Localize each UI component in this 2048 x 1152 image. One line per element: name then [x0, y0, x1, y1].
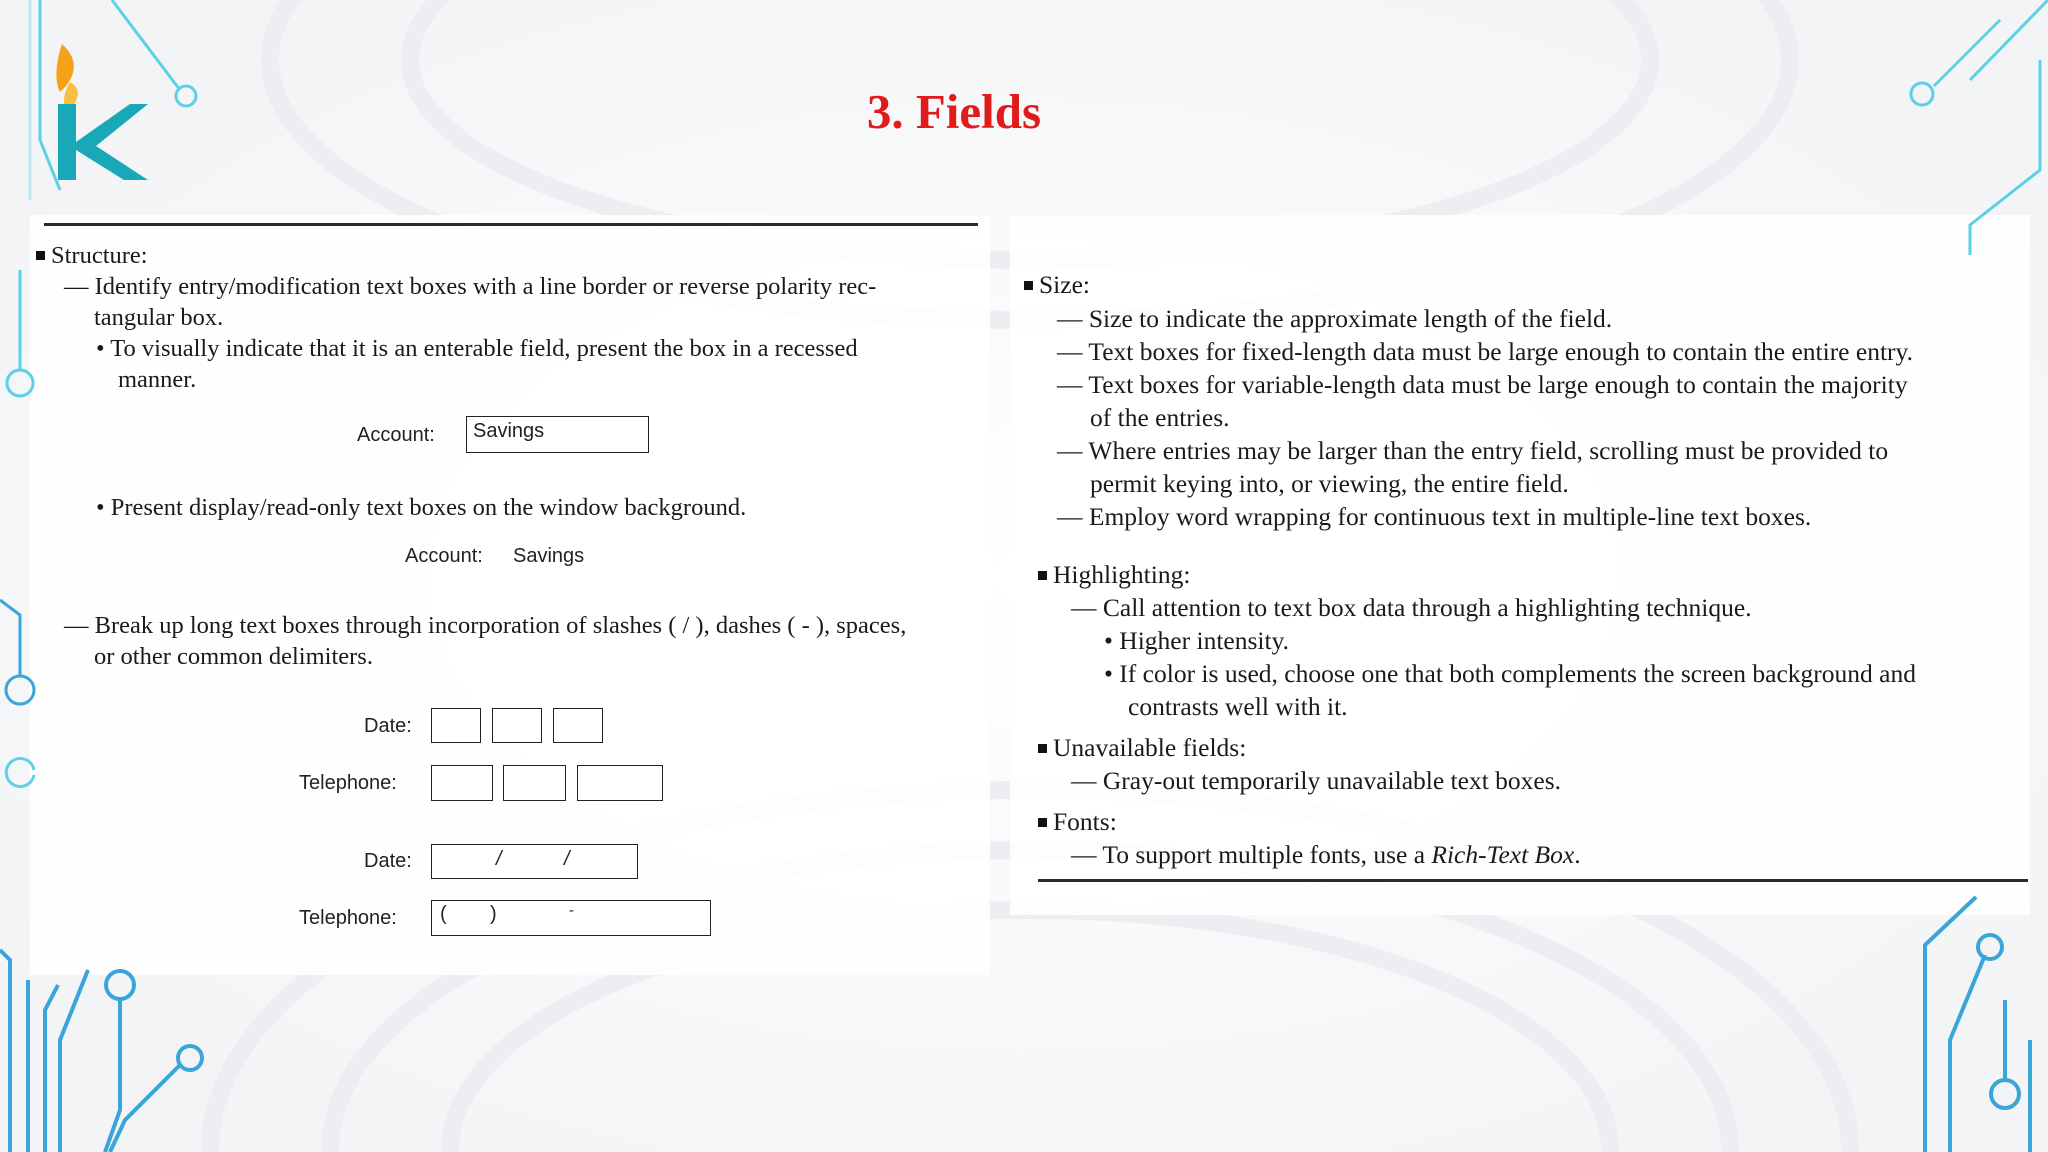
size-item-3-cont: of the entries.: [1090, 403, 1230, 432]
telephone-delimited-box[interactable]: [431, 900, 711, 936]
identify-line-2: tangular box.: [94, 304, 224, 331]
fonts-heading: Fonts:: [1038, 805, 1117, 838]
telephone-dash: -: [569, 902, 574, 919]
telephone-open-paren: (: [440, 903, 447, 925]
fonts-item: — To support multiple fonts, use a Rich-Text Box.: [1071, 840, 1581, 869]
telephone-prefix-box[interactable]: [503, 765, 566, 801]
telephone-close-paren: ): [490, 903, 497, 925]
highlighting-bullet-2-cont: contrasts well with it.: [1128, 692, 1348, 721]
size-item-4: — Where entries may be larger than the entry field, scrolling must be provided to: [1057, 436, 1889, 465]
breakup-line-1: — Break up long text boxes through incorporation of slashes ( / ), dashes ( - ), spaces,: [64, 612, 907, 639]
size-item-2: — Text boxes for fixed-length data must be large enough to contain the entire entry.: [1057, 337, 1913, 366]
date-delimited-box[interactable]: [431, 844, 638, 879]
date-year-box[interactable]: [553, 708, 603, 743]
highlighting-item-1: — Call attention to text box data through a highlighting technique.: [1071, 593, 1752, 622]
date-slash-2: /: [564, 848, 570, 870]
highlighting-bullet-1: • Higher intensity.: [1104, 626, 1290, 655]
account-text-box[interactable]: [466, 416, 649, 453]
date-month-box[interactable]: [431, 708, 481, 743]
size-item-1: — Size to indicate the approximate length of the field.: [1057, 304, 1613, 333]
right-bottom-rule: [1038, 879, 2028, 882]
telephone-label-delimited: Telephone:: [299, 907, 397, 929]
account-label: Account:: [357, 424, 435, 446]
account-value: Savings: [473, 420, 545, 442]
unavailable-item: — Gray-out temporarily unavailable text boxes.: [1071, 766, 1562, 795]
telephone-line-box[interactable]: [577, 765, 663, 801]
date-label-delimited: Date:: [364, 850, 412, 872]
readonly-account-value: Savings: [513, 545, 585, 567]
visual-line-1: • To visually indicate that it is an enterable field, present the box in a recessed: [96, 335, 858, 362]
breakup-line-2: or other common delimiters.: [94, 643, 373, 670]
unavailable-heading: Unavailable fields:: [1038, 731, 1246, 764]
identify-line-1: — Identify entry/modification text boxes with a line border or reverse polarity rec-: [64, 273, 877, 300]
date-day-box[interactable]: [492, 708, 542, 743]
size-item-5: — Employ word wrapping for continuous text in multiple-line text boxes.: [1057, 502, 1812, 531]
date-label-separate: Date:: [364, 715, 412, 737]
telephone-label-separate: Telephone:: [299, 772, 397, 794]
size-heading: Size:: [1024, 268, 1090, 301]
highlighting-heading: Highlighting:: [1038, 558, 1190, 591]
display-bullet: • Present display/read-only text boxes on the window background.: [96, 494, 747, 521]
date-slash-1: /: [496, 848, 502, 870]
size-item-4-cont: permit keying into, or viewing, the entire field.: [1090, 469, 1569, 498]
readonly-account-label: Account:: [405, 545, 483, 567]
structure-heading: Structure:: [36, 240, 148, 272]
slide-title: 3. Fields: [866, 84, 1042, 139]
size-item-3: — Text boxes for variable-length data must be large enough to contain the majority: [1057, 370, 1908, 399]
left-top-rule: [44, 223, 978, 226]
visual-line-2: manner.: [118, 366, 197, 393]
highlighting-bullet-2: • If color is used, choose one that both complements the screen background and: [1104, 659, 1916, 688]
telephone-area-box[interactable]: [431, 765, 493, 801]
